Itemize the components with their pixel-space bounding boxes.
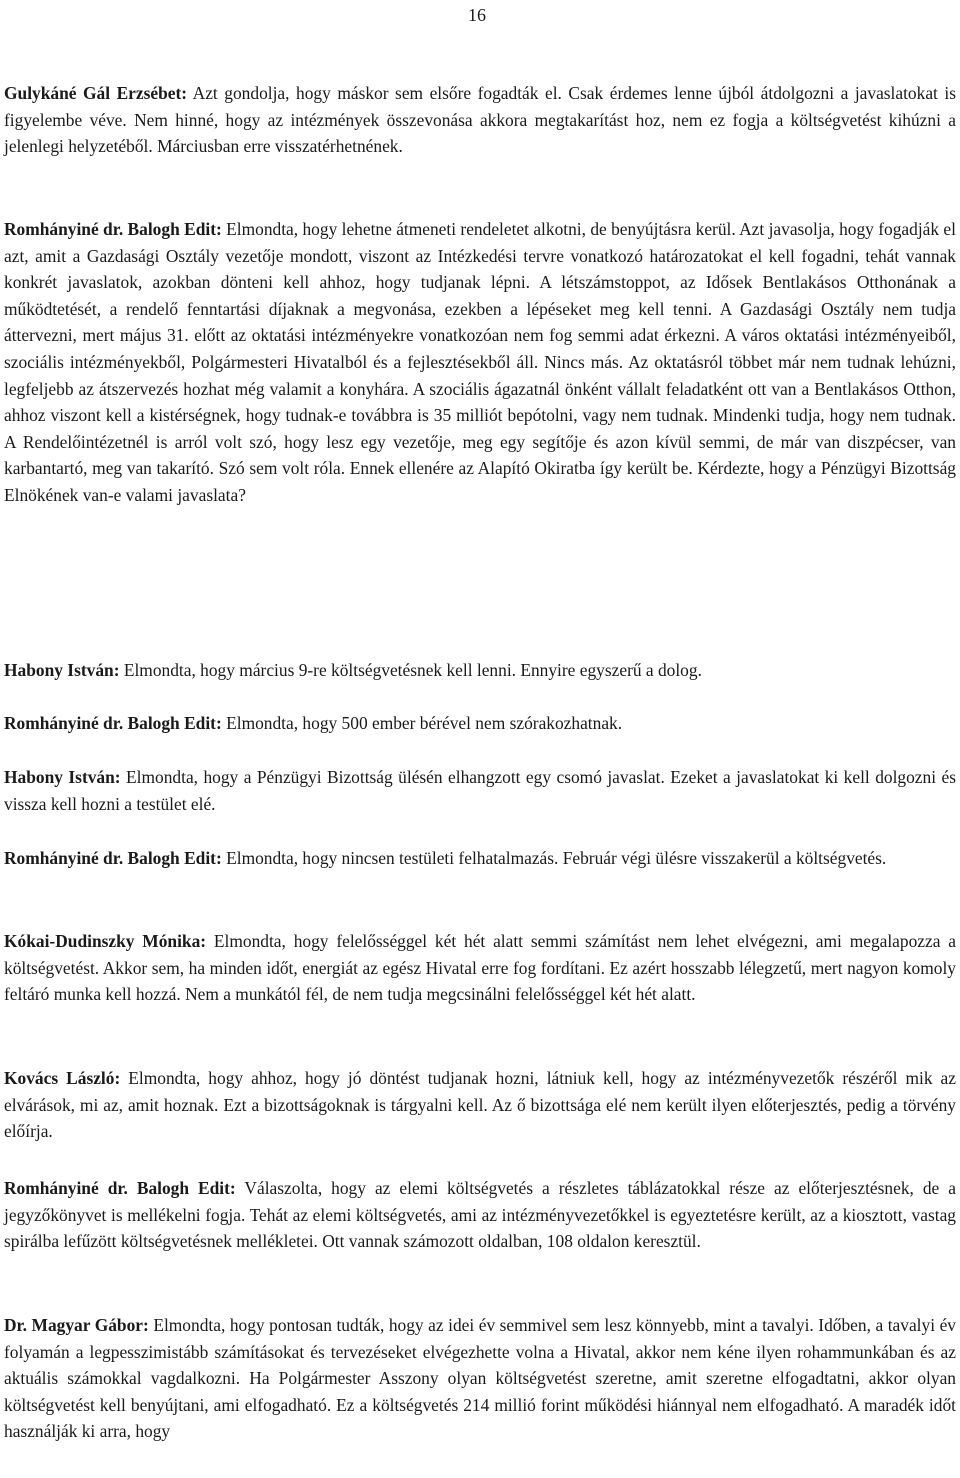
paragraph-habony-2 — [4, 764, 956, 817]
paragraph-habony-1 — [4, 657, 956, 684]
speaker-name: Romhányiné dr. Balogh Edit: — [4, 219, 222, 239]
statement-text: Elmondta, hogy nincsen testületi felhatalmazás. Február végi ülésre visszakerül a költségvetés. — [221, 848, 887, 868]
paragraph-romhanyine-1 — [4, 216, 956, 509]
statement-text: Azt gondolja, hogy máskor sem elsőre fogadták el. Csak érdemes lenne újból átdolgozni a javaslatokat is figyelembe véve. Nem hinné, hogy az intézmények összevonása akkora megtakarítást hoz, nem ez fogja a költségvetést kihúzni a jelenlegi helyzetéből. Márciusban erre visszatérhetnének. — [4, 83, 956, 157]
speaker-name: Kovács László: — [4, 1068, 121, 1088]
statement-text: Válaszolta, hogy az elemi költségvetés a részletes táblázatokkal része az előterjesztésnek, de a jegyzőkönyvet is mellékelni fogja. Tehát az elemi költségvetés, ami az intézményvezetőkkel is egyeztetésre került, az a kiosztott, vastag spirálba lefűzött költségvetésnek mellékletei. Ott vannak számozott oldalban, 108 oldalon keresztül. — [4, 1178, 956, 1252]
statement-text: Elmondta, hogy felelősséggel két hét alatt semmi számítást nem lehet elvégezni, ami megalapozza a költségvetést. Akkor sem, ha minden időt, energiát az egész Hivatal erre fog fordítani. Ez azért hosszabb lélegzetű, mert nagyon komoly feltáró munka kell hozzá. Nem a munkától fél, de nem tudja megcsinálni felelősséggel két hét alatt. — [4, 931, 957, 1005]
speaker-name: Romhányiné dr. Balogh Edit: — [4, 1178, 236, 1198]
speaker-name: Dr. Magyar Gábor: — [4, 1315, 149, 1335]
speaker-name: Habony István: — [4, 660, 120, 680]
speaker-name: Gulykáné Gál Erzsébet: — [4, 83, 188, 103]
statement-text: Elmondta, hogy ahhoz, hogy jó döntést tudjanak hozni, látniuk kell, hogy az intézményvezetők részéről mik az elvárások, mi az, amit hoznak. Ezt a bizottságoknak is tárgyalni kell. Az ő bizottsága elé nem került ilyen előterjesztés, pedig a törvény előírja. — [4, 1068, 956, 1142]
statement-text: Elmondta, hogy március 9-re költségvetésnek kell lenni. Ennyire egyszerű a dolog. — [119, 660, 702, 680]
paragraph-magyar — [4, 1312, 956, 1445]
statement-text: Elmondta, hogy lehetne átmeneti rendeletet alkotni, de benyújtásra kerül. Azt javasolja, hogy fogadják el azt, amit a Gazdasági Osztály vezetője mondott, viszont az Intézkedési tervre vonatkozó határozatokat el kell fogadni, tehát vannak konkrét javaslatok, azokban dönteni kell ahhoz, hogy tudjanak lépni. A létszámstoppot, az Idősek Bentlakásos Otthonának a működtetését, a rendelő fenntartási díjaknak a megvonása, ezekben a lépéseket meg kell tenni. A Gazdasági Osztály nem tudja áttervezni, mert május 31. előtt az oktatási intézményekre vonatkozóan nem fog semmi adat érkezni. A város oktatási intézményeiből, szociális intézményekből, Polgármesteri Hivatalból és a fejlesztésekből áll. Nincs más. Az oktatásról többet már nem tudnak lehúzni, legfeljebb az átszervezés hozhat még valamit a konyhára. A szociális ágazatnál önként vállalt feladatként ott van a Bentlakásos Otthon, ahhoz viszont kell a kistérségnek, hogy tudnak-e továbbra is 35 milliót bepótolni, vagy nem tudnak. Mindenki tudja, hogy nem tudnak. A Rendelőintézetnél is arról volt szó, hogy lesz egy vezetője, meg egy segítője és azon kívül semmi, de már van diszpécser, van karbantartó, meg van takarító. Szó sem volt róla. Ennek ellenére az Alapító Okiratba így került be. Kérdezte, hogy a Pénzügyi Bizottság Elnökének van-e valami javaslata? — [4, 219, 956, 505]
speaker-name: Romhányiné dr. Balogh Edit: — [4, 713, 222, 733]
statement-text: Elmondta, hogy 500 ember bérével nem szórakozhatnak. — [221, 713, 623, 733]
page-number: 16 — [468, 5, 486, 25]
paragraph-romhanyine-2 — [4, 710, 956, 737]
paragraph-gulykane — [4, 80, 956, 160]
statement-text: Elmondta, hogy pontosan tudták, hogy az idei év semmivel sem lesz könnyebb, mint a tavalyi. Időben, a tavalyi év folyamán a legpesszimistább számításokat és tervezéseket elvégezhette volna a Hivatal, akkor nem kéne ilyen rohammunkában és az aktuális számokkal vagdalkozni. Ha Polgármester Asszony olyan költségvetést szeretne, amit szeretne elfogadtatni, akkor olyan költségvetést kell benyújtani, ami elfogadható. Ez a költségvetés 214 millió forint működési hiánnyal nem elfogadható. A maradék időt használják ki arra, hogy — [4, 1315, 956, 1442]
speaker-name: Habony István: — [4, 767, 121, 787]
paragraph-romhanyine-3 — [4, 845, 956, 872]
speaker-name: Romhányiné dr. Balogh Edit: — [4, 848, 222, 868]
paragraph-kokai — [4, 928, 956, 1008]
statement-text: Elmondta, hogy a Pénzügyi Bizottság ülésén elhangzott egy csomó javaslat. Ezeket a javaslatokat ki kell dolgozni és vissza kell hozni a testület elé. — [4, 767, 956, 814]
speaker-name: Kókai-Dudinszky Mónika: — [4, 931, 207, 951]
paragraph-romhanyine-4 — [4, 1175, 956, 1255]
paragraph-kovacs — [4, 1065, 956, 1145]
